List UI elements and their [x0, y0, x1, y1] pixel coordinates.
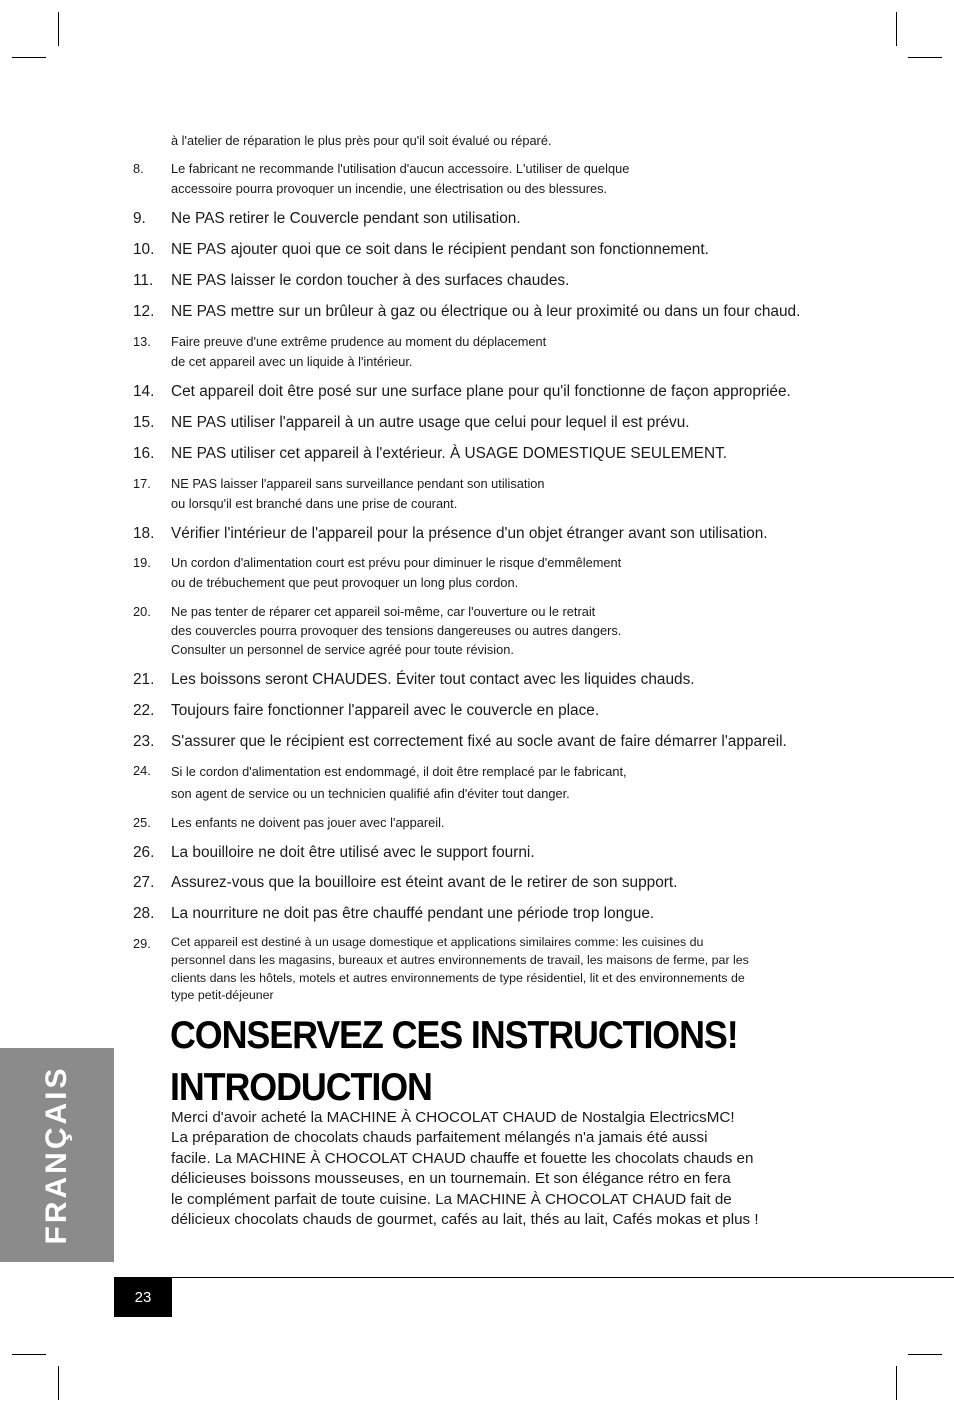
- item-number: 22.: [133, 702, 155, 719]
- item-number: 23.: [133, 733, 155, 750]
- save-instructions-heading: CONSERVEZ CES INSTRUCTIONS!: [170, 1014, 738, 1057]
- item-text: NE PAS utiliser l'appareil à un autre usage que celui pour lequel il est prévu.: [171, 414, 690, 431]
- item-text: NE PAS utiliser cet appareil à l'extérieur. À USAGE DOMESTIQUE SEULEMENT.: [171, 445, 728, 462]
- item-text: Faire preuve d'une extrême prudence au moment du déplacement de cet appareil avec un liquide à l'intérieur.: [171, 334, 547, 369]
- item-text: La bouilloire ne doit être utilisé avec le support fourni.: [171, 844, 535, 861]
- item-number: 24.: [133, 763, 151, 778]
- introduction-paragraph: Merci d'avoir acheté la MACHINE À CHOCOLAT CHAUD de Nostalgia ElectricsMC! La préparation de chocolats chauds parfaitement mélangés n'a jamais été aussi facile. La MACHINE À CHOCOLAT CHAUD chauffe et fouette les chocolats chauds en délicieuses boissons mousseuses, en un tournemain. Et son élégance rétro en fera le complément parfait de toute cuisine. La MACHINE À CHOCOLAT CHAUD fait de délicieux chocolats chauds de gourmet, cafés au lait, thés au lait, Cafés mokas et plus !: [171, 1109, 759, 1229]
- footer-rule: [114, 1277, 954, 1278]
- item-number: 12.: [133, 303, 155, 320]
- item-text: NE PAS mettre sur un brûleur à gaz ou électrique ou à leur proximité ou dans un four chaud.: [171, 303, 801, 320]
- item-text: Le fabricant ne recommande l'utilisation d'aucun accessoire. L'utiliser de quelque accessoire pourra provoquer un incendie, une électrisation ou des blessures.: [171, 161, 630, 196]
- item-text: Cet appareil doit être posé sur une surface plane pour qu'il fonctionne de façon appropriée.: [171, 383, 791, 400]
- item-number: 13.: [133, 334, 151, 349]
- crop-mark: [908, 1354, 942, 1355]
- crop-mark: [12, 1354, 46, 1355]
- item-number: 15.: [133, 414, 155, 431]
- item-text: S'assurer que le récipient est correctement fixé au socle avant de faire démarrer l'appareil.: [171, 733, 787, 750]
- item-number: 18.: [133, 525, 155, 542]
- item-number: 19.: [133, 555, 151, 570]
- item-text: NE PAS ajouter quoi que ce soit dans le récipient pendant son fonctionnement.: [171, 241, 709, 258]
- item-number: 11.: [133, 272, 154, 289]
- item-number: 28.: [133, 905, 155, 922]
- item-text: Toujours faire fonctionner l'appareil avec le couvercle en place.: [171, 702, 600, 719]
- crop-mark: [896, 1366, 897, 1400]
- item-text: NE PAS laisser le cordon toucher à des surfaces chaudes.: [171, 272, 570, 289]
- item-text: Assurez-vous que la bouilloire est éteint avant de le retirer de son support.: [171, 874, 678, 891]
- item-number: 27.: [133, 874, 155, 891]
- item-number: 14.: [133, 383, 155, 400]
- item-number: 29.: [133, 936, 151, 951]
- item-number: 25.: [133, 815, 151, 830]
- item-text: NE PAS laisser l'appareil sans surveillance pendant son utilisation ou lorsqu'il est branché dans une prise de courant.: [171, 476, 545, 511]
- introduction-heading: INTRODUCTION: [170, 1066, 432, 1109]
- item-number: 26.: [133, 844, 155, 861]
- crop-mark: [908, 57, 942, 58]
- item-number: 16.: [133, 445, 155, 462]
- language-side-tab: [0, 1048, 114, 1262]
- item-text: Vérifier l'intérieur de l'appareil pour la présence d'un objet étranger avant son utilisation.: [171, 525, 768, 542]
- item-number: 17.: [133, 476, 151, 491]
- item-number: 9.: [133, 210, 146, 227]
- item-text: Un cordon d'alimentation court est prévu pour diminuer le risque d'emmêlement ou de trébuchement que peut provoquer un long plus cordon.: [171, 555, 622, 590]
- page-number: 23: [114, 1278, 172, 1317]
- item-number: 21.: [133, 671, 155, 688]
- language-label: FRANÇAIS: [40, 1065, 73, 1245]
- item-text: Cet appareil est destiné à un usage domestique et applications similaires comme: les cuisines du personnel dans les magasins, bureaux et autres environnements de travail, les maisons de ferme, par les clients dans les hôtels, motels et autres environnements de type résidentiel, lit et des environnements de type petit-déjeuner: [171, 935, 749, 1003]
- item-number: 8.: [133, 161, 144, 176]
- crop-mark: [58, 1366, 59, 1400]
- item-text: Les enfants ne doivent pas jouer avec l'appareil.: [171, 815, 445, 830]
- item-number: 20.: [133, 604, 151, 619]
- crop-mark: [896, 12, 897, 46]
- item-text: Si le cordon d'alimentation est endommagé, il doit être remplacé par le fabricant, son agent de service ou un technicien qualifié afin d'éviter tout danger.: [171, 764, 627, 801]
- item-number: 10.: [133, 241, 155, 258]
- item-text: La nourriture ne doit pas être chauffé pendant une période trop longue.: [171, 905, 655, 922]
- item-text: Ne PAS retirer le Couvercle pendant son utilisation.: [171, 210, 521, 227]
- crop-mark: [12, 57, 46, 58]
- item-text: Ne pas tenter de réparer cet appareil soi-même, car l'ouverture ou le retrait des couvercles pourra provoquer des tensions dangereuses ou autres dangers. Consulter un personnel de service agréé pour toute révision.: [171, 604, 622, 657]
- item-text: Les boissons seront CHAUDES. Éviter tout contact avec les liquides chauds.: [171, 671, 695, 688]
- crop-mark: [58, 12, 59, 46]
- continuation-text: à l'atelier de réparation le plus près pour qu'il soit évalué ou réparé.: [171, 133, 552, 148]
